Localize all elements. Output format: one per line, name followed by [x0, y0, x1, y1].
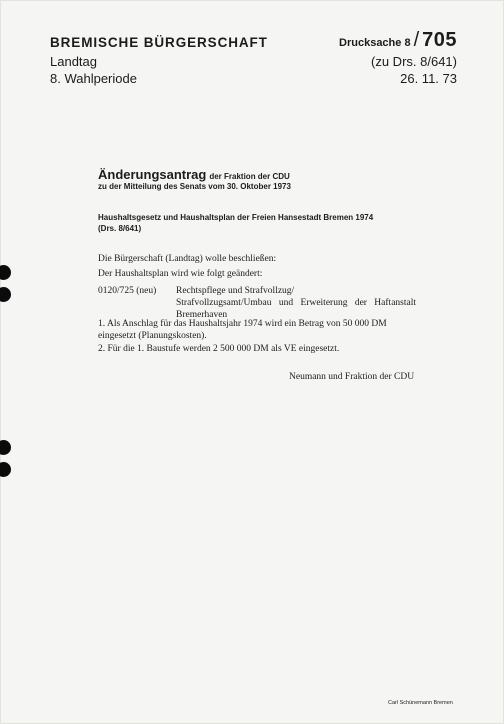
printer-imprint: Carl Schünemann Bremen: [388, 700, 453, 706]
title-sub: der Fraktion der CDU: [209, 172, 290, 181]
budget-entry-code: 0120/725 (neu): [98, 286, 157, 296]
document-title: [98, 167, 290, 182]
title-main: Änderungsantrag: [98, 167, 207, 182]
item-2: 2. Für die 1. Baustufe werden 2 500 000 DM als VE eingesetzt.: [98, 344, 340, 354]
document-date: 26. 11. 73: [400, 71, 457, 86]
chamber-name: Landtag: [50, 54, 97, 69]
item-1: 1. Als Anschlag für das Haushaltsjahr 1974 wird ein Betrag von 50 000 DM eingesetzt (Planungskosten).: [98, 319, 387, 341]
budget-entry-line-1: Rechtspflege und Strafvollzug/: [176, 286, 295, 296]
drucksache-heading: [339, 29, 457, 52]
budget-entry-line-3: Bremerhaven: [176, 310, 228, 320]
subject-line-1: Haushaltsgesetz und Haushaltsplan der Freien Hansestadt Bremen 1974: [98, 213, 374, 222]
punch-hole-1: [0, 265, 11, 280]
punch-hole-3: [0, 440, 11, 455]
title-reference: zu der Mitteilung des Senats vom 30. Oktober 1973: [98, 182, 291, 191]
subject-line-2: (Drs. 8/641): [98, 224, 142, 233]
change-intro: Der Haushaltsplan wird wie folgt geändert:: [98, 269, 263, 279]
drucksache-slash: /: [413, 29, 420, 51]
drucksache-number: 705: [422, 29, 457, 51]
legislative-period: 8. Wahlperiode: [50, 71, 137, 86]
resolution-intro: Die Bürgerschaft (Landtag) wolle beschließen:: [98, 254, 277, 264]
parliament-name: BREMISCHE BÜRGERSCHAFT: [50, 35, 268, 50]
signature: Neumann und Fraktion der CDU: [289, 372, 415, 382]
drucksache-reference: (zu Drs. 8/641): [371, 54, 457, 69]
punch-hole-4: [0, 462, 11, 477]
drucksache-label: Drucksache 8: [339, 37, 411, 49]
punch-hole-2: [0, 287, 11, 302]
budget-entry-line-2: Strafvollzugsamt/Umbau und Erweiterung der Haftanstalt: [176, 298, 416, 308]
